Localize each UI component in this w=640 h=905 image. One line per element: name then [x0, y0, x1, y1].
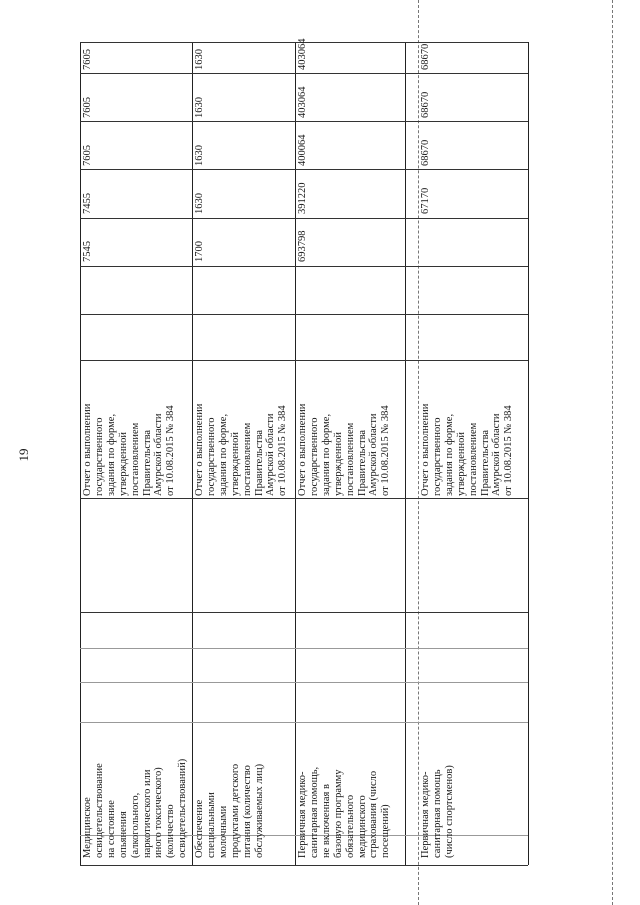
col-line-6	[80, 314, 528, 315]
col-line-2	[80, 121, 528, 122]
value-cell: 400064	[297, 134, 308, 166]
value-cell: 1630	[194, 193, 205, 214]
row-divider-3	[405, 42, 406, 865]
value-cell: 68670	[420, 43, 431, 70]
value-cell: 1630	[194, 145, 205, 166]
value-cell: 7605	[82, 97, 93, 118]
page-number: 19	[16, 448, 31, 462]
col-line-5	[80, 266, 528, 267]
table-border-right	[528, 42, 529, 865]
service-cell: Первичная медико- санитарная помощь, не включенная в базовую программу обязательного медицинского страхования (число посещений)	[297, 766, 392, 858]
value-cell: 7605	[82, 49, 93, 70]
report-cell: Отчет о выполнении государственного задания по форме, утвержденной постановлением Правительства Амурской области от 10.08.2015 № 384	[82, 403, 177, 496]
value-cell: 68670	[420, 139, 431, 166]
service-cell: Медицинское освидетельствование на состояние опьянения (алкогольного, наркотического или иного токсического) (количество освидетельствований)	[82, 758, 189, 858]
page-fold-line	[418, 0, 419, 905]
col-line-3	[80, 169, 528, 170]
col-line-4	[80, 218, 528, 219]
report-cell: Отчет о выполнении государственного задания по форме, утвержденной постановлением Правительства Амурской области от 10.08.2015 № 384	[420, 403, 515, 496]
row-divider-2	[295, 42, 296, 865]
value-cell: 7605	[82, 145, 93, 166]
service-cell: Обеспечение специальными молочными продуктами детского питания (количество обслуживаемых лиц)	[194, 763, 265, 858]
value-cell: 1630	[194, 49, 205, 70]
value-cell: 391220	[297, 182, 308, 214]
value-cell: 68670	[420, 91, 431, 118]
value-cell: 1700	[194, 241, 205, 262]
report-cell: Отчет о выполнении государственного задания по форме, утвержденной постановлением Правительства Амурской области от 10.08.2015 № 384	[297, 403, 392, 496]
col-line-7	[80, 360, 528, 361]
value-cell: 403064	[297, 86, 308, 118]
value-cell: 7455	[82, 193, 93, 214]
page-edge-line	[612, 0, 613, 905]
report-cell: Отчет о выполнении государственного задания по форме, утвержденной постановлением Правительства Амурской области от 10.08.2015 № 384	[194, 403, 289, 496]
table-border-left	[80, 42, 81, 865]
row-divider-1	[192, 42, 193, 865]
value-cell: 1630	[194, 97, 205, 118]
col-line-1	[80, 73, 528, 74]
col-line-bottom	[80, 865, 528, 866]
col-line-8	[80, 498, 528, 499]
value-cell: 693798	[297, 230, 308, 262]
value-cell: 403064	[297, 38, 308, 70]
value-cell: 7545	[82, 241, 93, 262]
value-cell: 67170	[420, 187, 431, 214]
service-cell: Первичная медико- санитарная помощь (число спортсменов)	[420, 765, 455, 858]
